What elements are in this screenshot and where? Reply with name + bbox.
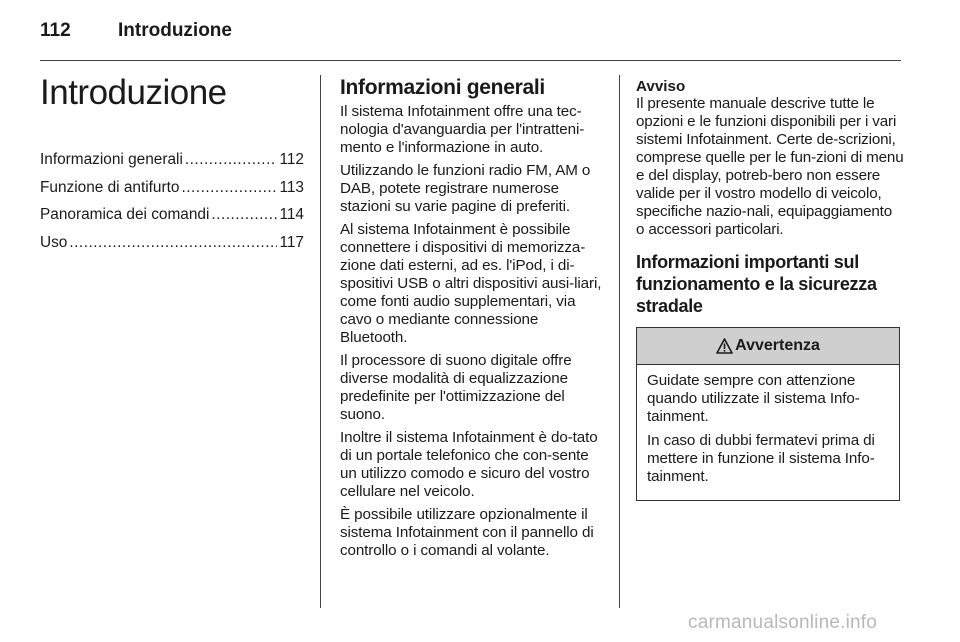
toc-entry-label: Informazioni generali bbox=[40, 151, 183, 168]
toc-column bbox=[40, 74, 304, 260]
toc-entry[interactable] bbox=[40, 178, 304, 198]
toc-leader bbox=[69, 233, 277, 253]
toc-entry-page: 112 bbox=[279, 151, 304, 168]
header-rule bbox=[40, 60, 901, 61]
warning-box bbox=[636, 327, 900, 501]
body-paragraph: Al sistema Infotainment è possibile connettere i dispositivi di memorizza-zione dati esterni, ad es. l'iPod, i di-spositivi USB o altri dispositivi ausi-liari, come fonti audio supplementari, via cavo o mediante connessione Bluetooth. bbox=[340, 221, 602, 346]
note-text: Il presente manuale descrive tutte le opzioni e le funzioni disponibili per i vari sistemi Infotainment. Certe de-scrizioni, comprese quelle per le fun-zioni di menu e del display, potreb-bero non essere valide per il vostro modello di veicolo, specifiche nazio-nali, equipaggiamento o accessori particolari. bbox=[636, 95, 904, 238]
body-paragraph: Inoltre il sistema Infotainment è do-tato di un portale telefonico che con-sente un utilizzo comodo e sicuro del vostro cellulare nel veicolo. bbox=[340, 429, 598, 500]
running-title: Introduzione bbox=[118, 20, 232, 41]
toc-entry-label: Uso bbox=[40, 233, 68, 251]
page-number: 112 bbox=[40, 20, 71, 41]
table-of-contents bbox=[40, 150, 304, 253]
column-divider bbox=[619, 75, 620, 608]
toc-entry[interactable] bbox=[40, 233, 304, 253]
warning-paragraph: Guidate sempre con attenzione quando utilizzate il sistema Info-tainment. bbox=[647, 372, 860, 425]
body-paragraph: È possibile utilizzare opzionalmente il sistema Infotainment con il pannello di controllo o i comandi al volante. bbox=[340, 506, 594, 559]
general-info-column bbox=[340, 76, 604, 565]
chapter-title: Introduzione bbox=[40, 73, 227, 112]
warning-body bbox=[637, 365, 899, 500]
warning-header bbox=[637, 328, 899, 365]
body-paragraph: Utilizzando le funzioni radio FM, AM o DAB, potete registrare numerose stazioni su varie pagine di preferiti. bbox=[340, 162, 591, 215]
toc-entry[interactable] bbox=[40, 150, 304, 170]
toc-entry-label: Funzione di antifurto bbox=[40, 178, 180, 196]
toc-leader bbox=[211, 205, 277, 225]
toc-entry-page: 114 bbox=[279, 206, 304, 223]
toc-leader bbox=[181, 178, 277, 198]
toc-entry[interactable] bbox=[40, 205, 304, 225]
toc-leader bbox=[185, 150, 278, 170]
section-heading: Informazioni generali bbox=[340, 76, 545, 99]
safety-column bbox=[636, 78, 904, 501]
toc-entry-label: Panoramica dei comandi bbox=[40, 206, 210, 223]
body-paragraph: Il processore di suono digitale offre diverse modalità di equalizzazione predefinite per l'ottimizzazione del suono. bbox=[340, 352, 572, 423]
site-watermark: carmanualsonline.info bbox=[688, 612, 878, 633]
body-paragraph: Il sistema Infotainment offre una tec-nologia d'avanguardia per l'intratteni-mento e l'informazione in auto. bbox=[340, 103, 585, 156]
warning-paragraph: In caso di dubbi fermatevi prima di mettere in funzione il sistema Info-tainment. bbox=[647, 432, 875, 485]
toc-entry-page: 117 bbox=[279, 233, 304, 251]
column-divider bbox=[320, 75, 321, 608]
subsection-heading: Informazioni importanti sul funzionamento e la sicurezza stradale bbox=[636, 252, 877, 316]
note-title: Avviso bbox=[636, 78, 686, 95]
warning-triangle-icon bbox=[716, 338, 733, 354]
warning-title: Avvertenza bbox=[735, 337, 820, 354]
toc-entry-page: 113 bbox=[279, 178, 304, 196]
